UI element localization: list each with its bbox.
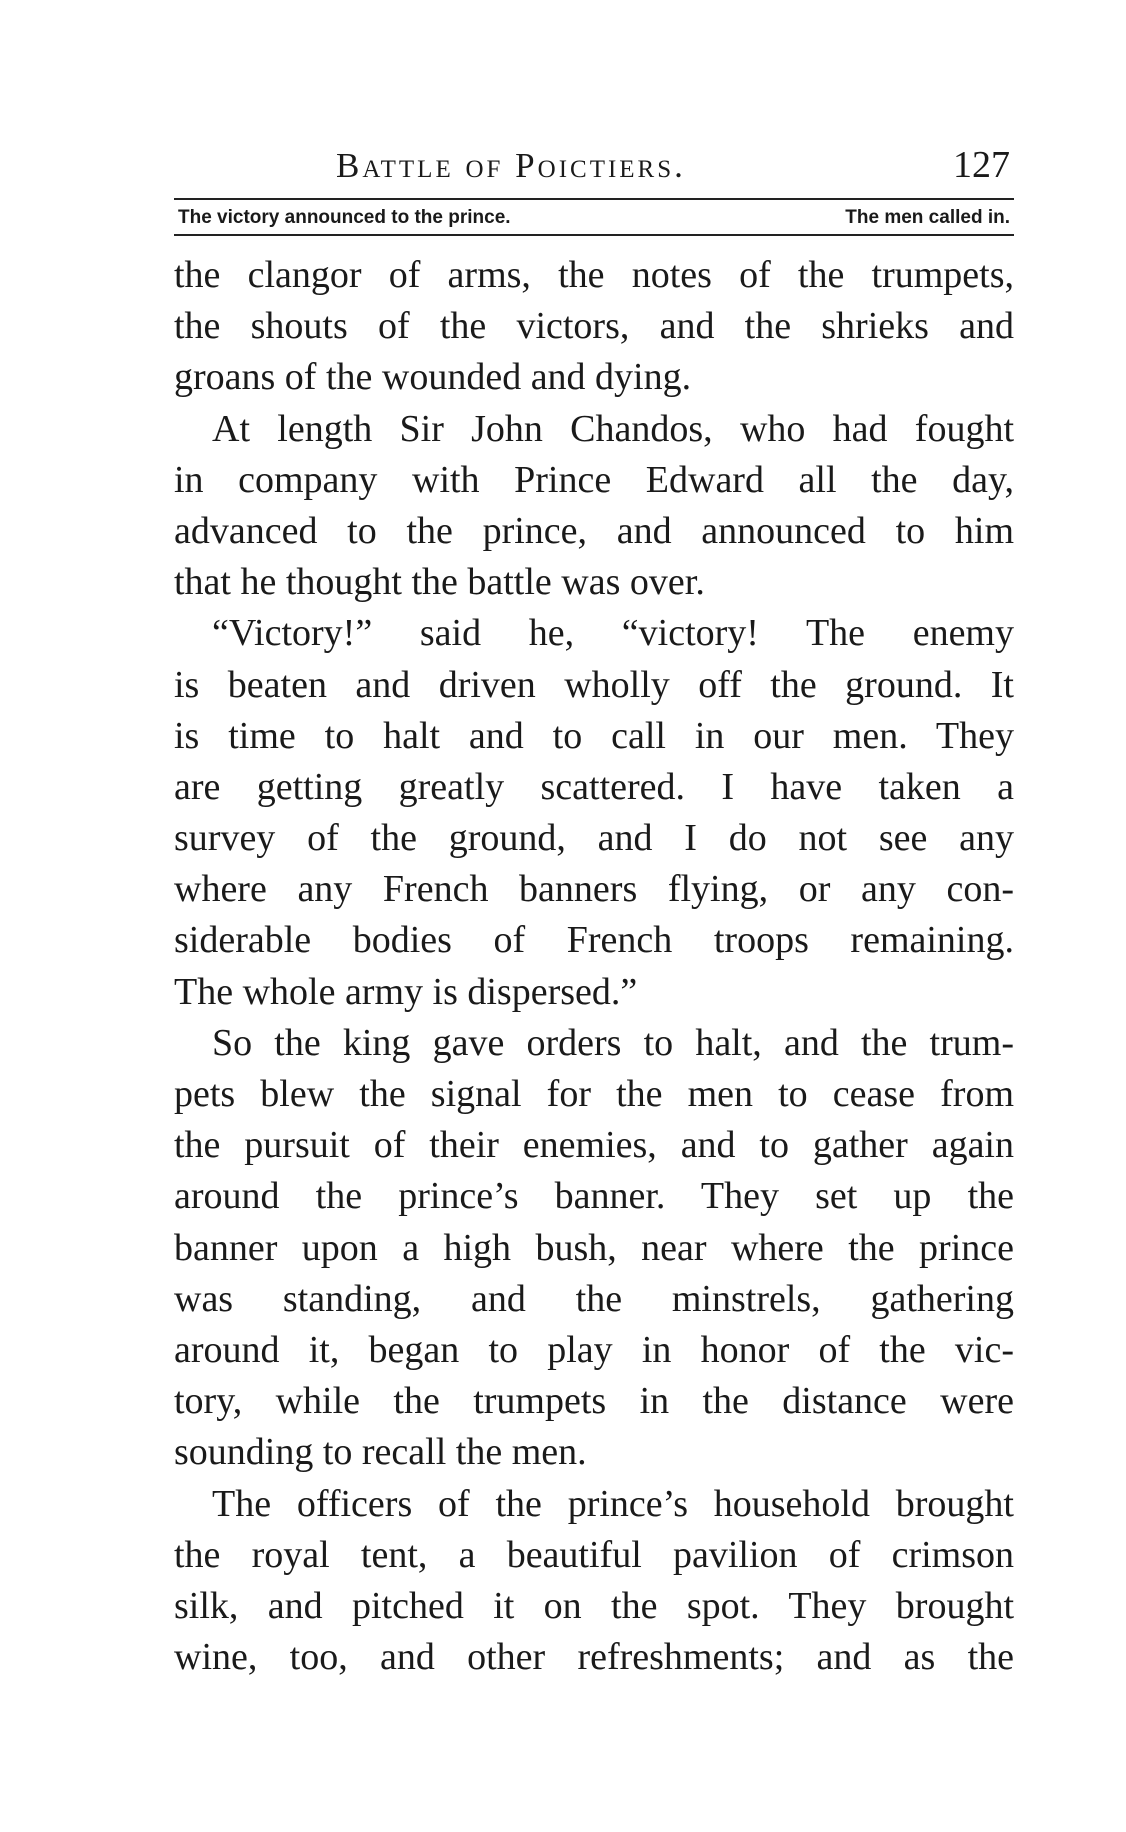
marginal-subhead xyxy=(174,200,1014,234)
text-line: groans of the wounded and dying. xyxy=(174,356,692,399)
text-line: siderable bodies of French troops remaining. xyxy=(174,919,1014,962)
text-line: around the prince’s banner. They set up the xyxy=(174,1175,1014,1218)
subhead-left: The victory announced to the prince. xyxy=(178,207,511,228)
text-line: around it, began to play in honor of the vic- xyxy=(174,1328,1014,1371)
text-line: The whole army is dispersed.” xyxy=(174,970,638,1013)
text-line: banner upon a high bush, near where the prince xyxy=(174,1226,1014,1269)
text-line: silk, and pitched it on the spot. They brought xyxy=(174,1584,1014,1627)
text-line: the shouts of the victors, and the shrieks and xyxy=(174,305,1014,348)
header-rule-bottom xyxy=(174,234,1014,236)
text-line: wine, too, and other refreshments; and as the xyxy=(174,1636,1014,1679)
text-line: is beaten and driven wholly off the ground. It xyxy=(174,663,1014,706)
text-line: sounding to recall the men. xyxy=(174,1431,587,1474)
page-number: 127 xyxy=(953,144,1010,186)
book-page xyxy=(174,146,1014,1683)
subhead-right: The men called in. xyxy=(845,207,1010,228)
text-line: are getting greatly scattered. I have taken a xyxy=(174,765,1014,808)
text-line: advanced to the prince, and announced to him xyxy=(174,509,1014,552)
text-line: the clangor of arms, the notes of the trumpets, xyxy=(174,254,1014,296)
body-text xyxy=(174,250,1014,1683)
text-line: survey of the ground, and I do not see any xyxy=(174,817,1014,860)
text-line: tory, while the trumpets in the distance were xyxy=(174,1380,1014,1423)
text-line: The officers of the prince’s household brought xyxy=(212,1482,1014,1525)
text-line: So the king gave orders to halt, and the trum- xyxy=(212,1021,1014,1064)
text-line: the pursuit of their enemies, and to gather again xyxy=(174,1124,1014,1167)
running-title: Battle of Poictiers. xyxy=(336,146,686,185)
text-line: was standing, and the minstrels, gathering xyxy=(174,1277,1014,1320)
text-line: where any French banners flying, or any con- xyxy=(174,868,1014,911)
text-line: that he thought the battle was over. xyxy=(174,561,705,604)
text-line: pets blew the signal for the men to cease from xyxy=(174,1073,1014,1115)
text-line: “Victory!” said he, “victory! The enemy xyxy=(212,612,1014,655)
text-line: the royal tent, a beautiful pavilion of crimson xyxy=(174,1533,1014,1576)
text-line: At length Sir John Chandos, who had fought xyxy=(212,407,1014,450)
running-head xyxy=(174,146,1014,198)
text-line: is time to halt and to call in our men. They xyxy=(174,714,1014,757)
text-line: in company with Prince Edward all the day, xyxy=(174,458,1014,501)
